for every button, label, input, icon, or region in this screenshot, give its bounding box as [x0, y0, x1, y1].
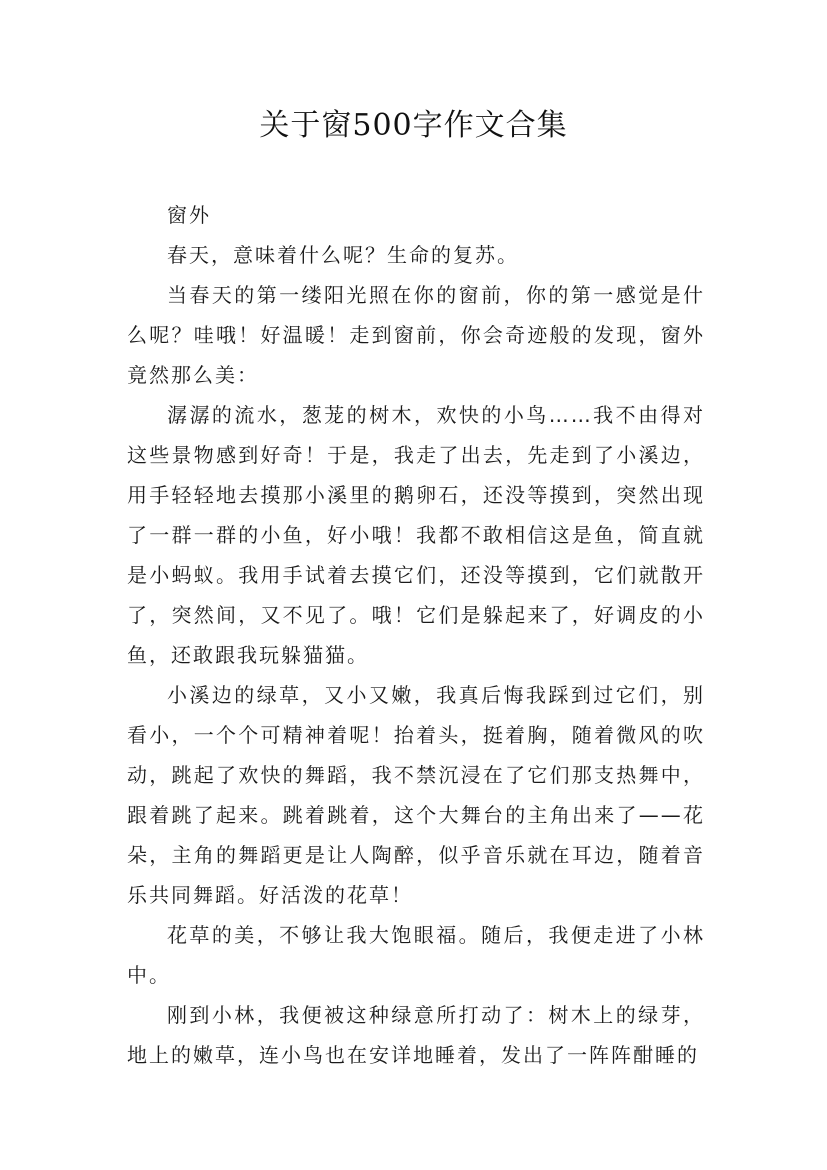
paragraph: 潺潺的流水，葱茏的树木，欢快的小鸟……我不由得对这些景物感到好奇！于是，我走了出去，先走到了小溪边，用手轻轻地去摸那小溪里的鹅卵石，还没等摸到，突然出现了一群一群的小鱼，好小哦！我都不敢相信这是鱼，简直就是小蚂蚁。我用手试着去摸它们，还没等摸到，它们就散开了，突然间，又不见了。哦！它们是躲起来了，好调皮的小鱼，还敢跟我玩躲猫猫。	[127, 403, 705, 667]
paragraph: 窗外	[167, 203, 211, 227]
paragraph: 花草的美，不够让我大饱眼福。随后，我便走进了小林中。	[127, 923, 705, 987]
paragraph: 刚到小林，我便被这种绿意所打动了：树木上的绿芽，地上的嫩草，连小鸟也在安详地睡着，发出了一阵阵酣睡的	[127, 1003, 705, 1067]
paragraph: 春天，意味着什么呢？生命的复苏。	[167, 243, 519, 267]
paragraph: 小溪边的绿草，又小又嫩，我真后悔我踩到过它们，别看小，一个个可精神着呢！抬着头，挺着胸，随着微风的吹动，跳起了欢快的舞蹈，我不禁沉浸在了它们那支热舞中，跟着跳了起来。跳着跳着，这个大舞台的主角出来了——花朵，主角的舞蹈更是让人陶醉，似乎音乐就在耳边，随着音乐共同舞蹈。好活泼的花草！	[127, 683, 705, 907]
document-title: 关于窗500字作文合集	[259, 108, 568, 143]
paragraph: 当春天的第一缕阳光照在你的窗前，你的第一感觉是什么呢？哇哦！好温暖！走到窗前，你会奇迹般的发现，窗外竟然那么美：	[127, 283, 705, 387]
document-body	[127, 195, 705, 1075]
